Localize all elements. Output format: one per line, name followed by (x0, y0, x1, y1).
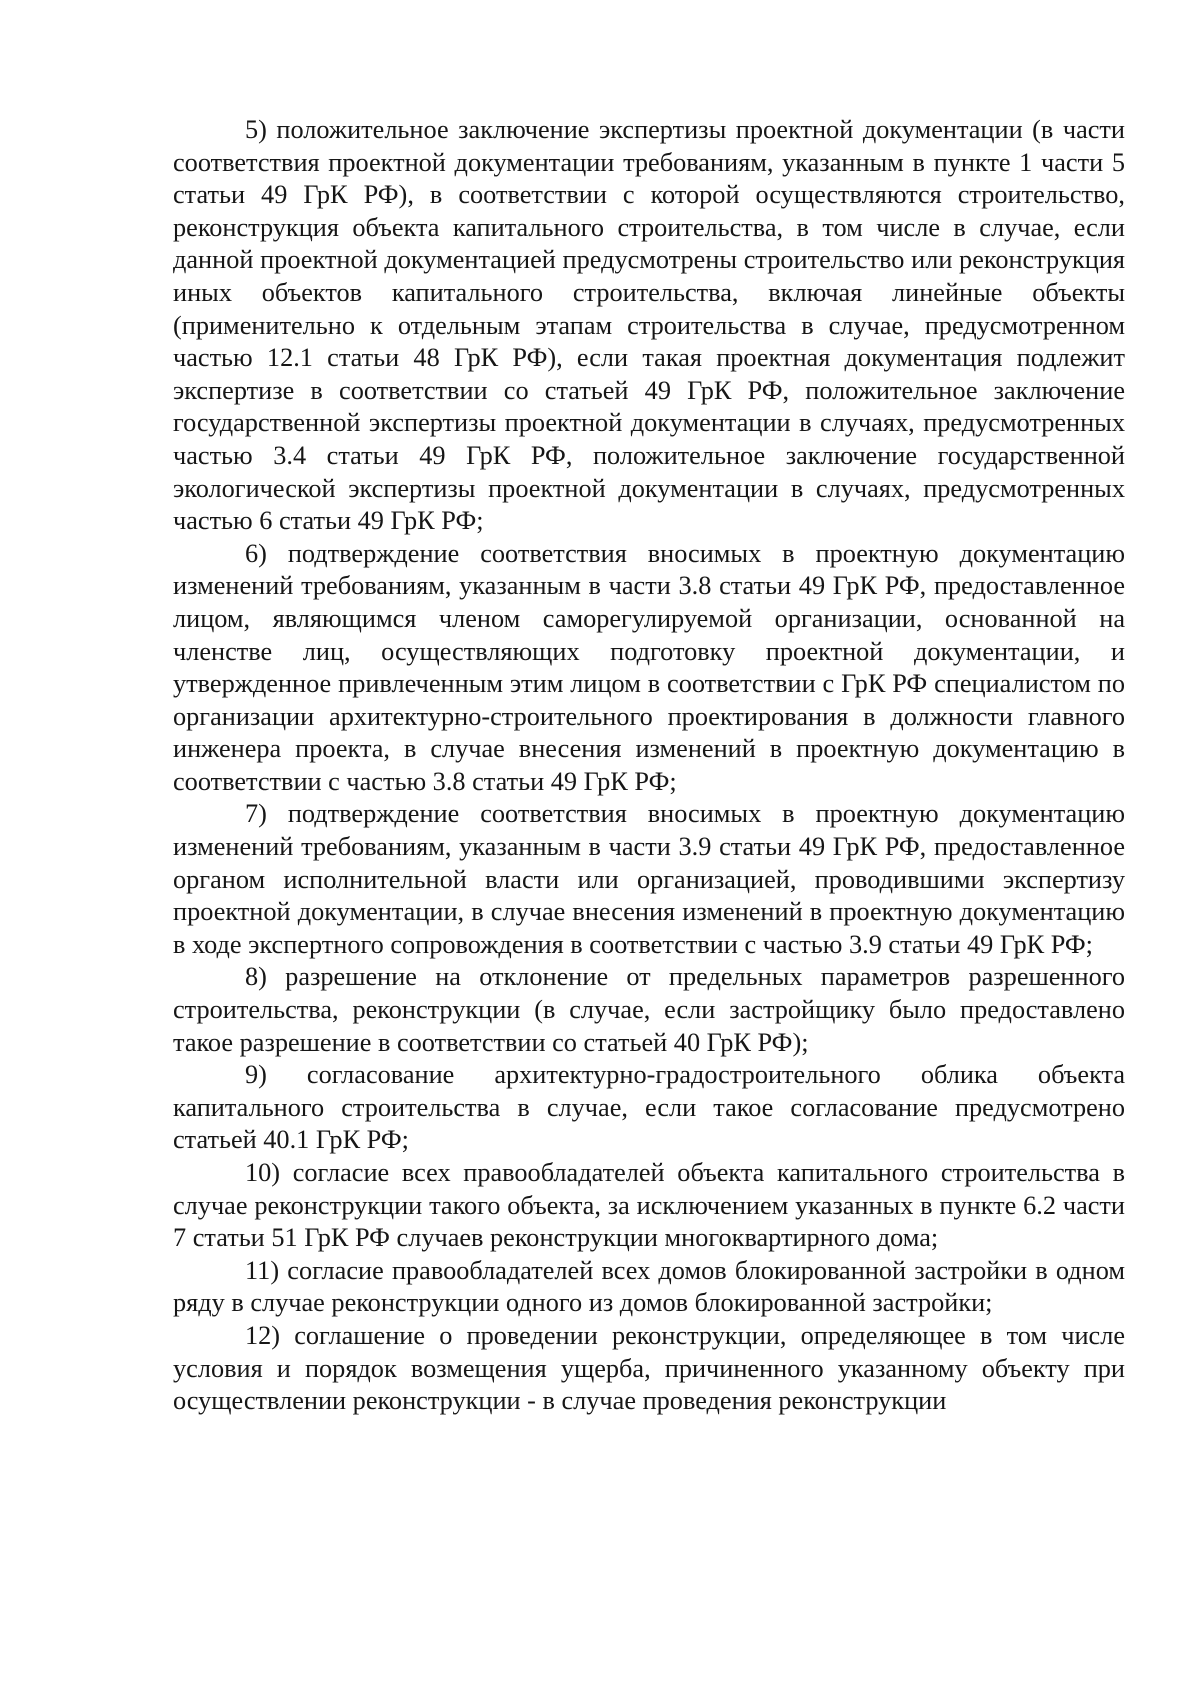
paragraph-item-10: 10) согласие всех правообладателей объекта капитального строительства в случае реконструкции такого объекта, за исключением указанных в пункте 6.2 части 7 статьи 51 ГрК РФ случаев реконструкции многоквартирного дома; (173, 1158, 1125, 1253)
paragraph-item-12: 12) соглашение о проведении реконструкции, определяющее в том числе условия и порядок возмещения ущерба, причиненного указанному объекту при осуществлении реконструкции - в случае проведения реконструкции (173, 1320, 1125, 1416)
paragraph-item-5: 5) положительное заключение экспертизы проектной документации (в части соответствия проектной документации требованиям, указанным в пункте 1 части 5 статьи 49 ГрК РФ), в соответствии с которой осуществляются строительство, реконструкция объекта капитального строительства, в том числе в случае, если данной проектной документацией предусмотрены строительство или реконструкция иных объектов капитального строительства, включая линейные объекты (применительно к отдельным этапам строительства в случае, предусмотренном частью 12.1 статьи 48 ГрК РФ), если такая проектная документация подлежит экспертизе в соответствии со статьей 49 ГрК РФ, положительное заключение государственной экспертизы проектной документации в случаях, предусмотренных частью 3.4 статьи 49 ГрК РФ, положительное заключение государственной экологической экспертизы проектной документации в случаях, предусмотренных частью 6 статьи 49 ГрК РФ; (173, 115, 1125, 536)
paragraph-item-6: 6) подтверждение соответствия вносимых в проектную документацию изменений требованиям, указанным в части 3.8 статьи 49 ГрК РФ, предоставленное лицом, являющимся членом саморегулируемой организации, основанной на членстве лиц, осуществляющих подготовку проектной документации, и утвержденное привлеченным этим лицом в соответствии с ГрК РФ специалистом по организации архитектурно-строительного проектирования в должности главного инженера проекта, в случае внесения изменений в проектную документацию в соответствии с частью 3.8 статьи 49 ГрК РФ; (173, 538, 1125, 796)
paragraph-item-11: 11) согласие правообладателей всех домов блокированной застройки в одном ряду в случае реконструкции одного из домов блокированной застройки; (173, 1255, 1125, 1318)
document-body (173, 114, 1125, 1418)
paragraph-item-7: 7) подтверждение соответствия вносимых в проектную документацию изменений требованиям, указанным в части 3.9 статьи 49 ГрК РФ, предоставленное органом исполнительной власти или организацией, проводившими экспертизу проектной документации, в случае внесения изменений в проектную документацию в ходе экспертного сопровождения в соответствии с частью 3.9 статьи 49 ГрК РФ; (173, 799, 1125, 959)
paragraph-item-8: 8) разрешение на отклонение от предельных параметров разрешенного строительства, реконструкции (в случае, если застройщику было предоставлено такое разрешение в соответствии со статьей 40 ГрК РФ); (173, 962, 1125, 1057)
paragraph-item-9: 9) согласование архитектурно-градостроительного облика объекта капитального строительства в случае, если такое согласование предусмотрено статьей 40.1 ГрК РФ; (173, 1060, 1125, 1155)
